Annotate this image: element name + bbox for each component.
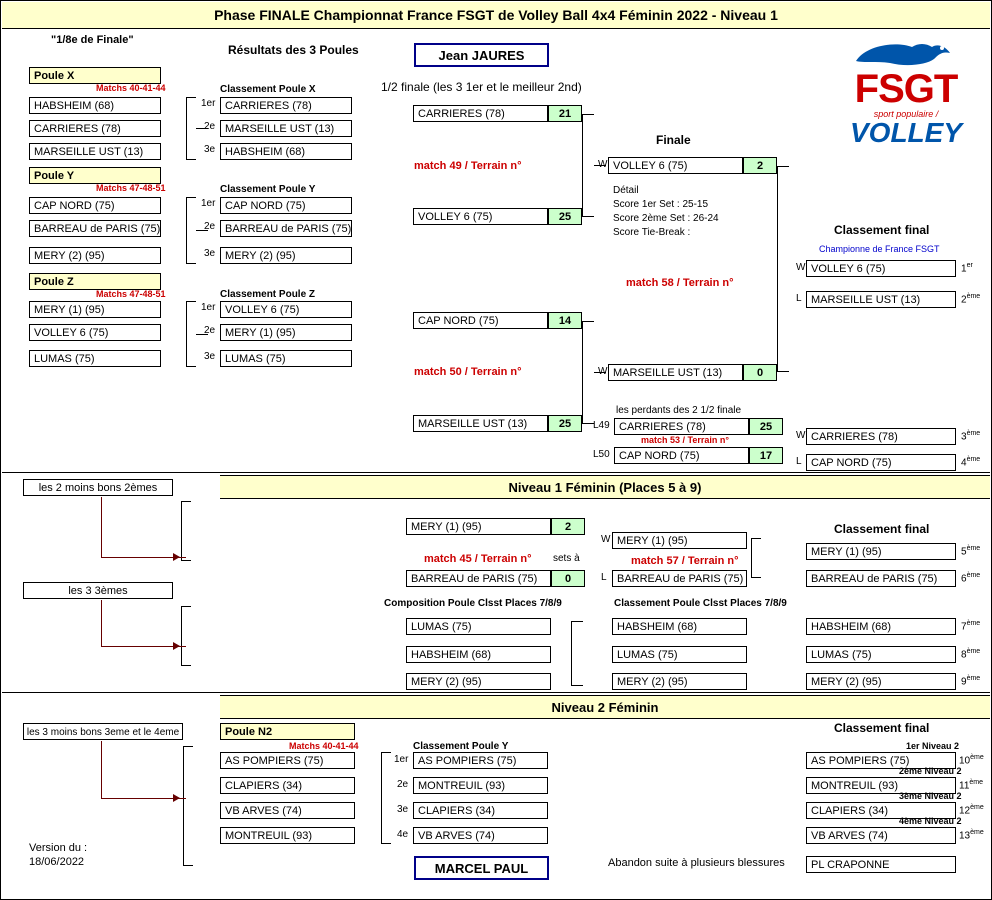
arrow-head-2 (173, 642, 180, 650)
places59-classement-title: Classement final (834, 522, 930, 536)
classement-poule-y-team: CAP NORD (75) (220, 197, 352, 214)
classement-poule-z-rank: 2e (204, 325, 216, 336)
label-sets-a: sets à (553, 553, 580, 564)
label-huitieme: "1/8e de Finale" (51, 34, 134, 46)
poule-n2-team: MONTREUIL (93) (220, 827, 355, 844)
classement-poule-y-title: Classement Poule Y (220, 184, 316, 195)
brace-poule-y (186, 197, 196, 264)
label-trois-3emes: les 3 3èmes (23, 582, 173, 599)
semi2-team: MARSEILLE UST (13) (413, 415, 548, 432)
places789-final-rank: 9ème (961, 675, 981, 688)
classement-n2-team: MONTREUIL (93) (413, 777, 548, 794)
poule-z-team: MERY (1) (95) (29, 301, 161, 318)
classement-poule-y-rank: 2e (204, 221, 216, 232)
classement-n2-team: AS POMPIERS (75) (413, 752, 548, 769)
semi1-team: CARRIERES (78) (413, 105, 548, 122)
finale-detail (613, 184, 719, 240)
classement-poule-x-rank: 2e (204, 121, 216, 132)
semi1-score: 21 (548, 105, 582, 122)
classement-n2-rank: 4e (397, 829, 409, 840)
places56-team: BARREAU de PARIS (75) (406, 570, 551, 587)
places59-classement-rank: 6ème (961, 572, 981, 585)
logo-volley-text: VOLLEY (849, 117, 962, 148)
composition-789-team: HABSHEIM (68) (406, 646, 551, 663)
finale-detail-line: Score 2ème Set : 26-24 (613, 213, 719, 224)
finale-team: VOLLEY 6 (75) (608, 157, 743, 174)
poule-x-team: CARRIERES (78) (29, 120, 161, 137)
divider-2 (2, 692, 990, 693)
tag-niveau2: 4ème Niveau 2 (899, 816, 962, 826)
brace-semi1 (582, 114, 594, 217)
classement-n2-final-rank: 10ème (959, 754, 984, 767)
classement-n2-title: Classement Poule Y (413, 741, 509, 752)
label-perdants: les perdants des 2 1/2 finale (616, 405, 742, 416)
logo-fsgt-text: FSGT (854, 67, 958, 111)
poule-y-team: CAP NORD (75) (29, 197, 161, 214)
classement-n2-team: CLAPIERS (34) (413, 802, 548, 819)
classement-789-team: MERY (2) (95) (612, 673, 747, 690)
poule-n2-title: Poule N2 (220, 723, 355, 740)
composition-789-team: MERY (2) (95) (406, 673, 551, 690)
band-niveau2: Niveau 2 Féminin (220, 695, 990, 719)
arrow-head-3 (173, 794, 180, 802)
classement-789-team: LUMAS (75) (612, 646, 747, 663)
semi1-match-label: match 49 / Terrain n° (414, 160, 522, 172)
tag-niveau2: 1er Niveau 2 (906, 741, 960, 751)
poule-y-title: Poule Y (29, 167, 161, 184)
places56-right-team: BARREAU de PARIS (75) (612, 570, 747, 587)
petite-finale-score: 25 (749, 418, 783, 435)
brace-places56 (751, 538, 761, 578)
semi1-team: VOLLEY 6 (75) (413, 208, 548, 225)
brace-left-3 (183, 746, 193, 866)
classement-n2-rank: 2e (397, 779, 409, 790)
finale-team: MARSEILLE UST (13) (608, 364, 743, 381)
poule-n2-team: CLAPIERS (34) (220, 777, 355, 794)
composition-789-team: LUMAS (75) (406, 618, 551, 635)
arrow-stem-1 (101, 497, 102, 557)
label-resultats-poules: Résultats des 3 Poules (228, 43, 359, 57)
brace-left-2 (181, 606, 191, 666)
classement-poule-y-rank: 3e (204, 248, 216, 259)
semi1-score: 25 (548, 208, 582, 225)
poule-x-team: MARSEILLE UST (13) (29, 143, 161, 160)
classement-final-rank: 1er (961, 262, 973, 275)
classement-n2-final-team: MONTREUIL (93) (806, 777, 956, 794)
places789-final-rank: 8ème (961, 648, 981, 661)
page-title: Phase FINALE Championnat France FSGT de Volley Ball 4x4 Féminin 2022 - Niveau 1 (2, 2, 990, 29)
brace-789 (571, 621, 583, 686)
semi2-match-label: match 50 / Terrain n° (414, 366, 522, 378)
classement-final-team: VOLLEY 6 (75) (806, 260, 956, 277)
label-abandon: Abandon suite à plusieurs blessures (608, 857, 785, 869)
classement-poule-x-team: MARSEILLE UST (13) (220, 120, 352, 137)
finale-detail-title: Détail (613, 185, 639, 196)
petite-finale-match-label: match 53 / Terrain n° (641, 435, 729, 445)
semi2-score: 14 (548, 312, 582, 329)
brace-finale (777, 166, 789, 372)
poule-n2-matchs: Matchs 40-41-44 (289, 741, 359, 751)
petite-finale-prefix: L50 (593, 449, 610, 460)
classement-poule-x-team: HABSHEIM (68) (220, 143, 352, 160)
arrow-head-1 (173, 553, 180, 561)
classement-789-title: Classement Poule Clsst Places 7/8/9 (614, 598, 787, 609)
brace-poule-x (186, 97, 196, 160)
finale-score: 2 (743, 157, 777, 174)
label-finale: Finale (656, 133, 691, 147)
brace-poule-n2 (381, 752, 391, 844)
petite-finale-score: 17 (749, 447, 783, 464)
poule-n2-team: AS POMPIERS (75) (220, 752, 355, 769)
finale-score: 0 (743, 364, 777, 381)
places789-final-rank: 7ème (961, 620, 981, 633)
classement-n2-rank: 3e (397, 804, 409, 815)
finale-detail-line: Score 1er Set : 25-15 (613, 199, 709, 210)
places56-right-team: MERY (1) (95) (612, 532, 747, 549)
logo-tagline: sport populaire / (873, 109, 939, 119)
classement-n2-team: VB ARVES (74) (413, 827, 548, 844)
finale-prefix-w2: W (598, 366, 608, 377)
poule-z-title: Poule Z (29, 273, 161, 290)
places56-score: 0 (551, 570, 585, 587)
poule-x-matchs: Matchs 40-41-44 (96, 83, 166, 93)
petite-finale-team: CAP NORD (75) (614, 447, 749, 464)
classement-n2-final-rank: 12ème (959, 804, 984, 817)
semi2-score: 25 (548, 415, 582, 432)
classement-final-rank: 3ème (961, 430, 981, 443)
poule-y-team: BARREAU de PARIS (75) (29, 220, 161, 237)
classement-poule-y-team: MERY (2) (95) (220, 247, 352, 264)
classement-poule-y-team: BARREAU de PARIS (75) (220, 220, 352, 237)
classement-poule-y-rank: 1er (201, 198, 216, 209)
classement-n2-final-rank: 13ème (959, 829, 984, 842)
classement-n2-final-title: Classement final (834, 721, 930, 735)
classement-poule-z-rank: 3e (204, 351, 216, 362)
version-date: 18/06/2022 (29, 856, 85, 868)
classement-final-prefix: W (796, 430, 806, 441)
label-trois-moins-bons: les 3 moins bons 3eme et le 4eme (23, 723, 183, 740)
petite-finale-prefix: L49 (593, 420, 610, 431)
places56-prefix: W (601, 534, 611, 545)
fsgt-volley-logo (831, 39, 981, 147)
divider-1 (2, 472, 990, 473)
classement-poule-x-rank: 1er (201, 98, 216, 109)
arrow-stem-3 (101, 741, 102, 798)
classement-poule-x-rank: 3e (204, 144, 216, 155)
places56-team: MERY (1) (95) (406, 518, 551, 535)
classement-final-title: Classement final (834, 223, 930, 237)
classement-final-rank: 4ème (961, 456, 981, 469)
tag-niveau2: 3ème Niveau 2 (899, 791, 962, 801)
gym-marcel-paul: MARCEL PAUL (414, 856, 549, 880)
semi2-team: CAP NORD (75) (413, 312, 548, 329)
classement-poule-z-team: MERY (1) (95) (220, 324, 352, 341)
brace-left-1 (181, 501, 191, 561)
classement-n2-final-team: AS POMPIERS (75) (806, 752, 956, 769)
poule-y-team: MERY (2) (95) (29, 247, 161, 264)
label-demi-finale: 1/2 finale (les 3 1er et le meilleur 2nd) (381, 80, 582, 94)
places789-final-team: LUMAS (75) (806, 646, 956, 663)
classement-final-prefix: L (796, 456, 802, 467)
arrow-stem-2 (101, 600, 102, 646)
poule-z-matchs: Matchs 47-48-51 (96, 289, 166, 299)
places56-score: 2 (551, 518, 585, 535)
brace-poule-z (186, 301, 196, 367)
classement-poule-x-team: CARRIERES (78) (220, 97, 352, 114)
classement-poule-z-team: VOLLEY 6 (75) (220, 301, 352, 318)
band-niveau1-places: Niveau 1 Féminin (Places 5 à 9) (220, 475, 990, 499)
match57-label: match 57 / Terrain n° (631, 555, 739, 567)
classement-final-rank: 2ème (961, 293, 981, 306)
places56-prefix: L (601, 572, 607, 583)
championne-label: Championne de France FSGT (819, 244, 940, 254)
version-label: Version du : (29, 842, 88, 854)
gym-jean-jaures: Jean JAURES (414, 43, 549, 67)
classement-final-prefix: L (796, 293, 802, 304)
composition-789-title: Composition Poule Clsst Places 7/8/9 (384, 598, 562, 609)
classement-n2-final-rank: 11ème (959, 779, 984, 792)
finale-detail-line: Score Tie-Break : (613, 227, 691, 238)
places789-final-team: HABSHEIM (68) (806, 618, 956, 635)
label-deux-moins-bons: les 2 moins bons 2èmes (23, 479, 173, 496)
classement-poule-z-rank: 1er (201, 302, 216, 313)
classement-n2-final-team: PL CRAPONNE (806, 856, 956, 873)
classement-poule-x-title: Classement Poule X (220, 84, 316, 95)
classement-789-team: HABSHEIM (68) (612, 618, 747, 635)
poule-n2-team: VB ARVES (74) (220, 802, 355, 819)
classement-final-team: CAP NORD (75) (806, 454, 956, 471)
classement-final-prefix: W (796, 262, 806, 273)
classement-final-team: MARSEILLE UST (13) (806, 291, 956, 308)
places59-classement-team: BARREAU de PARIS (75) (806, 570, 956, 587)
poule-z-team: LUMAS (75) (29, 350, 161, 367)
poule-z-team: VOLLEY 6 (75) (29, 324, 161, 341)
bird-icon (846, 39, 966, 69)
match45-label: match 45 / Terrain n° (424, 553, 532, 565)
poule-x-team: HABSHEIM (68) (29, 97, 161, 114)
poule-y-matchs: Matchs 47-48-51 (96, 183, 166, 193)
brace-semi2 (582, 321, 594, 424)
classement-poule-z-title: Classement Poule Z (220, 289, 316, 300)
petite-finale-team: CARRIERES (78) (614, 418, 749, 435)
poule-x-title: Poule X (29, 67, 161, 84)
finale-prefix-w: W (598, 159, 608, 170)
tag-niveau2: 2ème Niveau 2 (899, 766, 962, 776)
classement-n2-rank: 1er (394, 754, 409, 765)
places789-final-team: MERY (2) (95) (806, 673, 956, 690)
classement-poule-z-team: LUMAS (75) (220, 350, 352, 367)
classement-final-team: CARRIERES (78) (806, 428, 956, 445)
places59-classement-team: MERY (1) (95) (806, 543, 956, 560)
places59-classement-rank: 5ème (961, 545, 981, 558)
classement-n2-final-team: CLAPIERS (34) (806, 802, 956, 819)
finale-match-label: match 58 / Terrain n° (626, 277, 734, 289)
classement-n2-final-team: VB ARVES (74) (806, 827, 956, 844)
